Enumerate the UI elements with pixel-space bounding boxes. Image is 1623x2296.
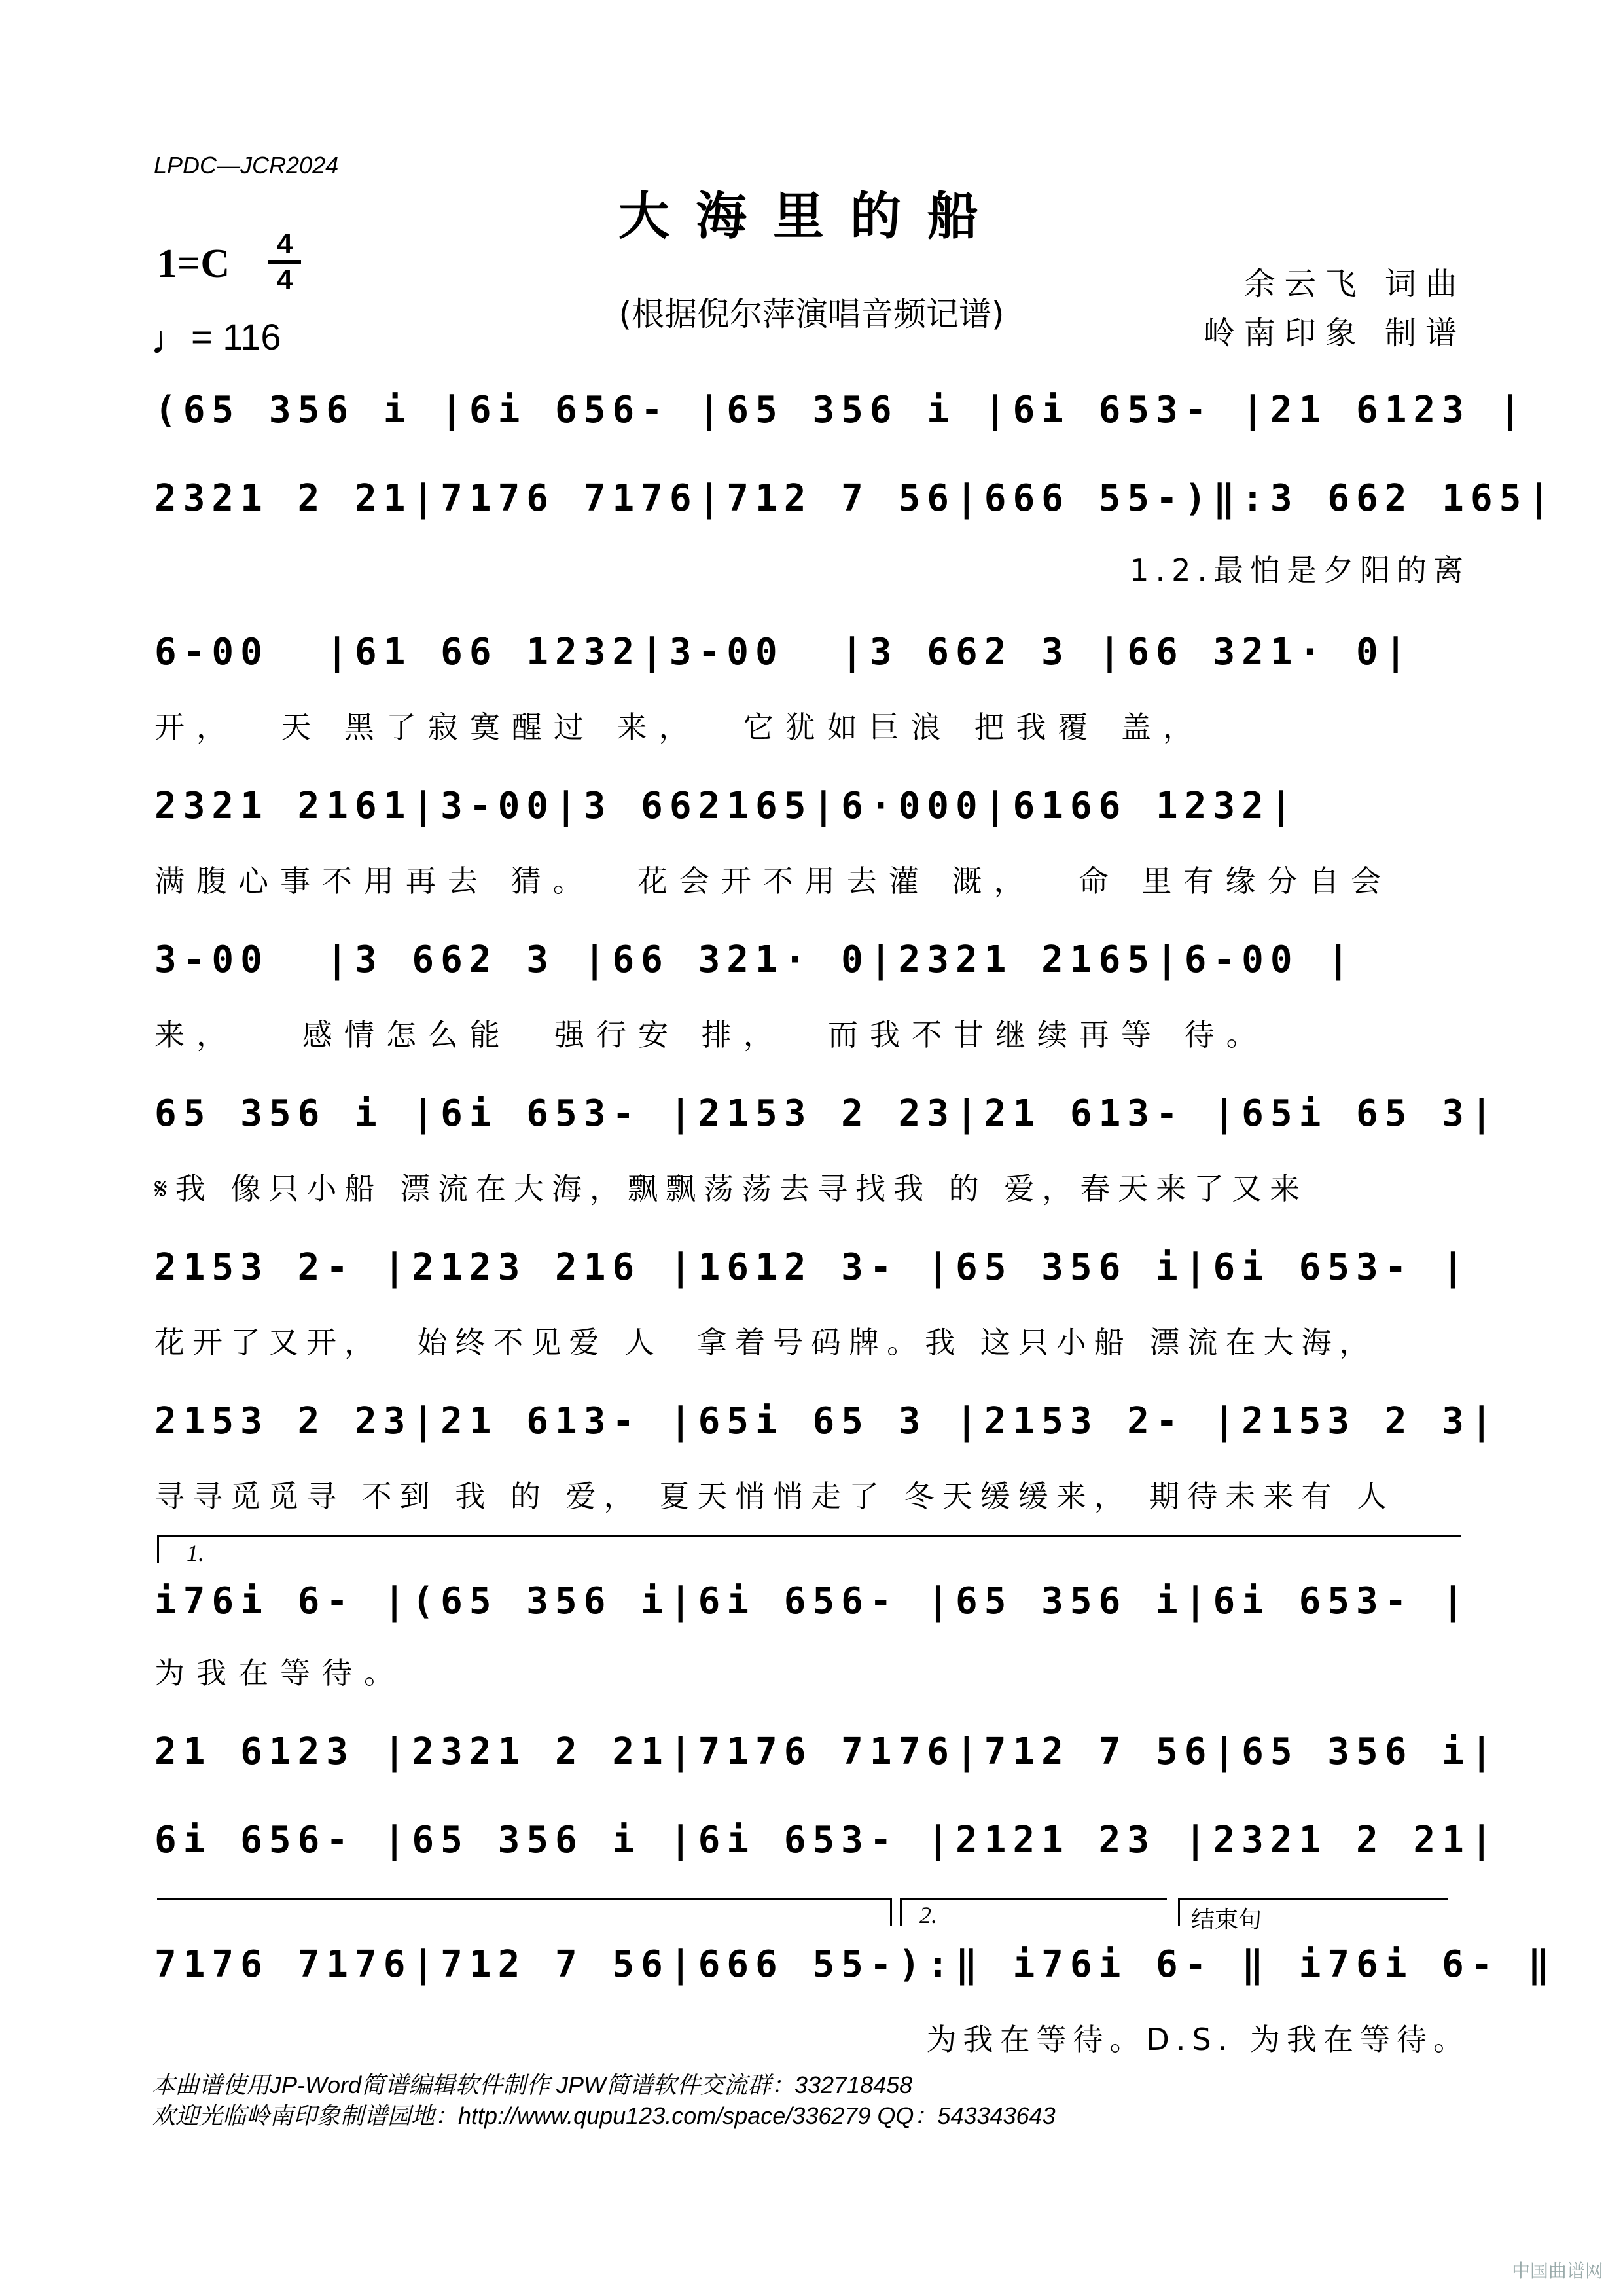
subtitle: (根据倪尔萍演唱音频记谱) [618,295,1005,333]
lyrics-line-5: 来， 感情怎么能 强行安 排， 而我不甘继续再等 待。 [154,1017,1268,1052]
lyrics-line-8: 寻寻觅觅寻 不到 我 的 爱， 夏天悄悄走了 冬天缓缓来， 期待未来有 人 [154,1479,1395,1514]
music-line-3: 6-00 |61 66 1232|3-00 |3 662 3 |66 321· 0| [154,631,1414,673]
quarter-note-icon: ♩ [151,317,191,363]
repeat-span-bracket [157,1898,892,1926]
music-line-5: 3-00 |3 662 3 |66 321· 0|2321 2165|6-00 | [154,939,1357,981]
volta-2-label: 2. [919,1902,937,1928]
music-line-7: 2153 2- |2123 216 |1612 3- |65 356 i|6i 653- | [154,1246,1471,1289]
lyrics-line-2: 1.2.最怕是夕阳的离 [1130,552,1470,588]
footer-software-note: 本曲谱使用JP-Word简谱编辑软件制作 JPW简谱软件交流群：332718458 [152,2072,913,2098]
time-signature [268,229,301,295]
volta-1-bracket [157,1535,1461,1563]
music-line-4: 2321 2161|3-00|3 662165|6·000|6166 1232| [154,785,1299,827]
lyrics-line-12: 为我在等待。D.S. 为我在等待。 [926,2022,1470,2057]
lyrics-line-6: 𝄋我 像只小船 漂流在大海，飘飘荡荡去寻找我 的 爱，春天来了又来 [154,1171,1308,1206]
lyrics-line-7: 花开了又开， 始终不见爱 人 拿着号码牌。我 这只小船 漂流在大海， [154,1325,1378,1360]
coda-label: 结束句 [1191,1907,1262,1933]
meter-top: 4 [276,228,293,260]
key-signature: 1=C [157,242,230,286]
song-title: 大海里的船 [618,187,1005,246]
volta-1-label: 1. [187,1540,204,1566]
music-line-6: 65 356 i |6i 653- |2153 2 23|21 613- |65i 65 3| [154,1092,1499,1135]
lyrics-line-4: 满腹心事不用再去 猜。 花会开不用去灌 溉， 命 里有缘分自会 [154,863,1393,899]
watermark-stamp: 中国曲谱网 [1511,2260,1603,2282]
lyrics-line-9: 为我在等待。 [154,1655,406,1691]
arranger-credit: 岭南印象 制谱 [1203,315,1466,351]
tempo-value: = 116 [191,316,281,357]
music-line-9: i76i 6- |(65 356 i|6i 656- |65 356 i|6i 653- | [154,1580,1471,1623]
lyrics-line-3: 开， 天 黑了寂寞醒过 来， 它犹如巨浪 把我覆 盖， [154,709,1205,745]
music-line-8: 2153 2 23|21 613- |65i 65 3 |2153 2- |2153 2 3| [154,1400,1499,1443]
music-line-11: 6i 656- |65 356 i |6i 653- |2121 23 |2321 2 21| [154,1819,1499,1861]
meter-bottom: 4 [276,264,293,296]
music-line-12: 7176 7176|712 7 56|666 55-):‖ i76i 6- ‖ i76i 6- ‖ [154,1943,1557,1986]
footer-site-note: 欢迎光临岭南印象制谱园地：http://www.qupu123.com/space/336279 QQ：543343643 [152,2102,1056,2129]
music-line-10: 21 6123 |2321 2 21|7176 7176|712 7 56|65 356 i| [154,1731,1499,1773]
score-code: LPDC—JCR2024 [154,152,339,179]
volta-2-bracket [900,1898,1167,1926]
music-line-2: 2321 2 21|7176 7176|712 7 56|666 55-)‖:3 662 165| [154,477,1557,520]
author-credit: 余云飞 词曲 [1243,266,1466,302]
music-line-1: (65 356 i |6i 656- |65 356 i |6i 653- |21 6123 | [154,389,1528,431]
